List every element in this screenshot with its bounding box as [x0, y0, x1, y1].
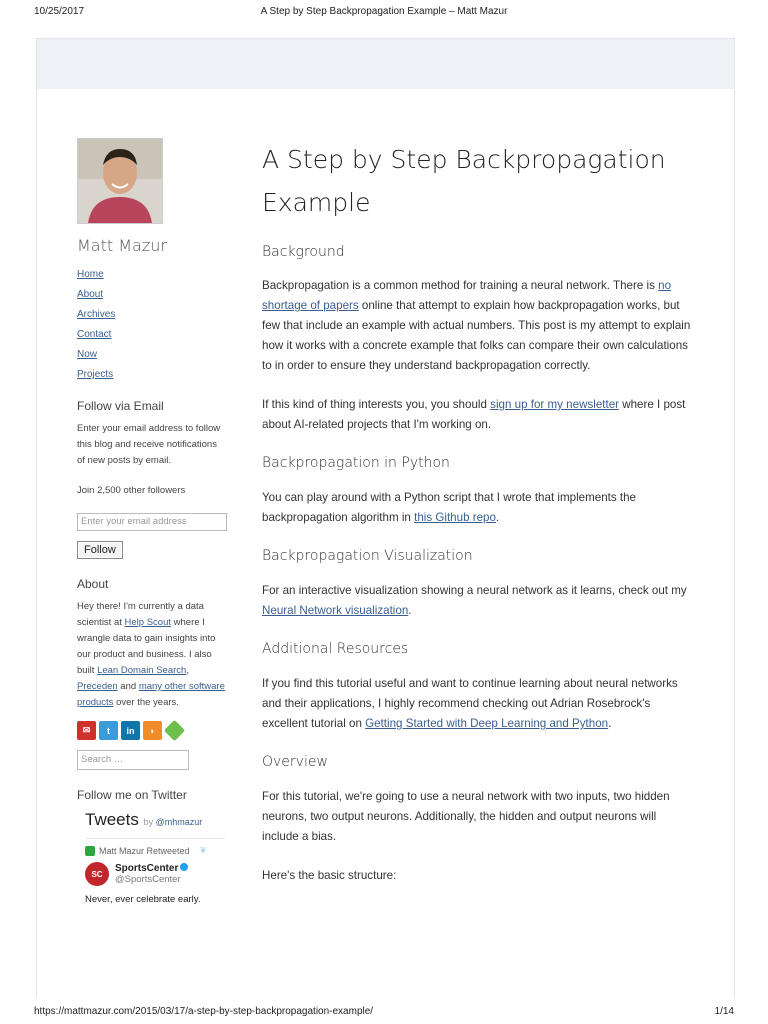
post-title: A Step by Step Backpropagation Example: [262, 145, 666, 217]
heading-resources: Additional Resources: [262, 641, 409, 657]
author-name: Matt Mazur: [77, 236, 167, 255]
retweet-icon: [85, 846, 95, 856]
preceden-link[interactable]: Preceden: [77, 681, 118, 692]
follower-count: Join 2,500 other followers: [77, 485, 186, 496]
bg-p2-text-b: where I post about AI-related projects that I'm working on.: [262, 398, 686, 431]
twitter-icon[interactable]: t: [99, 721, 118, 740]
twitter-title: Follow me on Twitter: [77, 788, 187, 802]
viz-text-a: For an interactive visualization showing a neural network as it learns, check out my: [262, 584, 687, 597]
feedly-icon[interactable]: [164, 720, 185, 741]
print-date: 10/25/2017: [34, 6, 85, 17]
heading-background: Background: [262, 244, 345, 260]
tweets-by-label: by: [143, 817, 156, 827]
print-doc-title: A Step by Step Backpropagation Example – Matt Mazur: [260, 6, 508, 17]
background-paragraph-1: [262, 276, 692, 376]
tweet-user[interactable]: [85, 862, 227, 886]
heading-python: Backpropagation in Python: [262, 455, 450, 471]
resources-text-a: If you find this tutorial useful and want to continue learning about neural networks and their applications, I highly recommend checking out Adrian Rosebrock's excellent tutorial on: [262, 677, 678, 730]
lean-domain-search-link[interactable]: Lean Domain Search: [97, 665, 187, 676]
github-repo-link[interactable]: this Github repo: [414, 511, 496, 524]
tweet-user-handle: @SportsCenter: [115, 874, 181, 885]
overview-paragraph-1: For this tutorial, we're going to use a neural network with two inputs, two hidden neurons, two output neurons. Additionally, the hidden and output neurons will include a bias.: [262, 790, 670, 843]
about-title: About: [77, 577, 109, 591]
visualization-paragraph: [262, 581, 692, 621]
overview-paragraph-2: Here's the basic structure:: [262, 869, 397, 882]
newsletter-link[interactable]: sign up for my newsletter: [490, 398, 620, 411]
nav-now[interactable]: Now: [77, 349, 98, 360]
tweet-user-name-text: SportsCenter: [115, 863, 179, 874]
sidebar: [77, 138, 227, 905]
about-text-1: Hey there! I'm currently a data scientist at: [77, 601, 204, 628]
follow-email-title: Follow via Email: [77, 399, 164, 413]
tweets-heading: [85, 810, 227, 830]
software-products-link[interactable]: many other software products: [77, 681, 225, 708]
nav-home[interactable]: Home: [77, 269, 104, 280]
email-field[interactable]: Enter your email address: [77, 513, 227, 531]
site-header-bar: [36, 38, 735, 89]
about-text-3: ,: [186, 665, 189, 676]
bg-p1-text-a: Backpropagation is a common method for training a neural network. There is: [262, 279, 659, 292]
post-content: [262, 138, 692, 886]
deep-learning-python-link[interactable]: Getting Started with Deep Learning and Python: [365, 717, 609, 730]
sidebar-nav: [77, 269, 227, 381]
python-text-a: You can play around with a Python script that I wrote that implements the backpropagation algorithm in: [262, 491, 636, 524]
sportscenter-avatar: SC: [85, 862, 109, 886]
tweet-text: Never, ever celebrate early.: [85, 894, 201, 905]
print-header: [0, 0, 768, 22]
background-paragraph-2: [262, 395, 692, 435]
about-text: [77, 599, 227, 711]
retweet-line: [85, 845, 227, 856]
tweets-label: Tweets: [85, 810, 139, 829]
about-text-2: where I wrangle data to gain insights into our product and business. I also built: [77, 617, 216, 676]
follow-button[interactable]: Follow: [77, 541, 123, 559]
about-text-4: and: [117, 681, 139, 692]
social-links: [77, 721, 227, 740]
python-text-b: .: [495, 511, 500, 524]
author-avatar: [77, 138, 163, 224]
resources-text-b: .: [608, 717, 612, 730]
bg-p2-text-a: If this kind of thing interests you, you should: [262, 398, 491, 411]
nav-archives[interactable]: Archives: [77, 309, 116, 320]
rss-icon[interactable]: ◗: [143, 721, 162, 740]
print-page-number: 1/14: [714, 1006, 734, 1017]
nav-contact[interactable]: Contact: [77, 329, 112, 340]
python-paragraph: [262, 488, 692, 528]
about-text-5: over the years.: [113, 697, 179, 708]
verified-icon: [180, 863, 188, 871]
email-icon[interactable]: ✉: [77, 721, 96, 740]
resources-paragraph: [262, 674, 692, 734]
nav-about[interactable]: About: [77, 289, 104, 300]
tweets-by: [144, 817, 203, 827]
heading-visualization: Backpropagation Visualization: [262, 548, 473, 564]
print-footer: [0, 1002, 768, 1024]
heading-overview: Overview: [262, 754, 328, 770]
tweets-handle-link[interactable]: @mhmazur: [155, 817, 203, 827]
retweet-label: Matt Mazur Retweeted: [99, 845, 190, 856]
linkedin-icon[interactable]: in: [121, 721, 140, 740]
help-scout-link[interactable]: Help Scout: [124, 617, 172, 628]
tweet-user-name: [115, 863, 188, 874]
bg-p1-text-b: online that attempt to explain how backpropagation works, but few that include an example with actual numbers. This post is my attempt to explain how it works with a concrete example that folks can compare their own calculations to in order to ensure they understand backpropagation correctly.: [262, 299, 691, 372]
twitter-bird-icon: ❦: [199, 845, 208, 855]
print-url: https://mattmazur.com/2015/03/17/a-step-by-step-backpropagation-example/: [34, 1006, 374, 1017]
no-shortage-link[interactable]: no shortage of papers: [262, 279, 672, 312]
search-input[interactable]: Search …: [77, 750, 189, 770]
twitter-timeline: [77, 810, 227, 905]
tweet-divider: [85, 838, 225, 839]
nn-visualization-link[interactable]: Neural Network visualization: [262, 604, 409, 617]
nav-projects[interactable]: Projects: [77, 369, 114, 380]
viz-text-b: .: [408, 604, 412, 617]
follow-email-text: Enter your email address to follow this blog and receive notifications of new posts by email.: [77, 423, 221, 466]
